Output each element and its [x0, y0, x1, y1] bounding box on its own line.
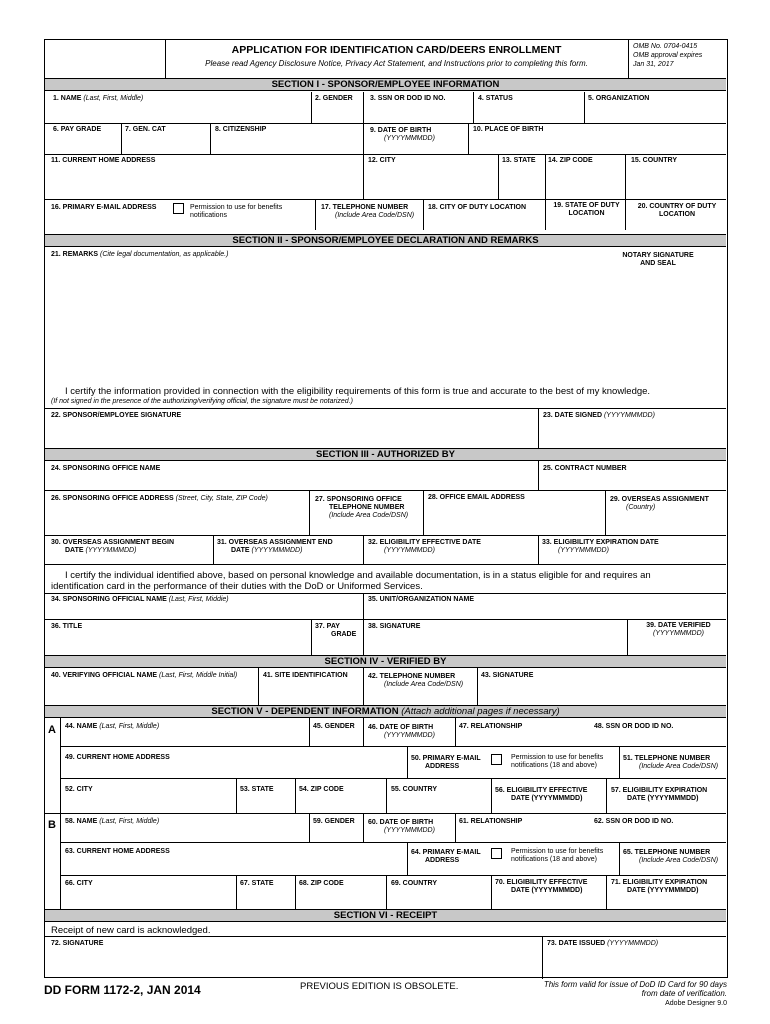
field-50-email[interactable]: 50. PRIMARY E-MAIL ADDRESS: [411, 755, 481, 770]
field-13-state[interactable]: 13. STATE: [502, 157, 536, 164]
section-5-header: SECTION V - DEPENDENT INFORMATION (Attach additional pages if necessary): [45, 705, 726, 718]
field-21-remarks[interactable]: 21. REMARKS (Cite legal documentation, as applicable.): [51, 251, 229, 258]
form-instructions: Please read Agency Disclosure Notice, Privacy Act Statement, and Instructions prior to completing this form.: [205, 59, 588, 68]
field-68-zip[interactable]: 68. ZIP CODE: [299, 880, 344, 887]
field-4-status[interactable]: 4. STATUS: [478, 95, 513, 102]
field-16-email[interactable]: 16. PRIMARY E-MAIL ADDRESS: [51, 204, 157, 211]
field-59-gender[interactable]: 59. GENDER: [313, 818, 355, 825]
field-18-duty-city[interactable]: 18. CITY OF DUTY LOCATION: [428, 204, 527, 211]
dependent-a-marker: A: [48, 724, 56, 736]
field-64-email[interactable]: 64. PRIMARY E-MAIL ADDRESS: [411, 849, 481, 864]
form-title: APPLICATION FOR IDENTIFICATION CARD/DEERS ENROLLMENT: [231, 44, 562, 56]
field-54-zip[interactable]: 54. ZIP CODE: [299, 786, 344, 793]
field-41-site-id[interactable]: 41. SITE IDENTIFICATION: [263, 672, 348, 679]
field-31-overseas-end[interactable]: 31. OVERSEAS ASSIGNMENT END DATE (YYYYMMMDD): [217, 539, 333, 554]
section-3-header: SECTION III - AUTHORIZED BY: [45, 448, 726, 461]
field-30-overseas-begin[interactable]: 30. OVERSEAS ASSIGNMENT BEGIN DATE (YYYYMMMDD): [51, 539, 175, 554]
field-24-office-name[interactable]: 24. SPONSORING OFFICE NAME: [51, 465, 161, 472]
section-1-header: SECTION I - SPONSOR/EMPLOYEE INFORMATION: [45, 78, 726, 91]
field-11-home-address[interactable]: 11. CURRENT HOME ADDRESS: [51, 157, 156, 164]
dependent-a-permission-checkbox[interactable]: [491, 754, 502, 765]
field-43-signature[interactable]: 43. SIGNATURE: [481, 672, 534, 679]
field-47-relationship[interactable]: 47. RELATIONSHIP: [459, 723, 523, 730]
field-39-date-verified[interactable]: 39. DATE VERIFIED (YYYYMMMDD): [646, 622, 711, 637]
field-26-office-address[interactable]: 26. SPONSORING OFFICE ADDRESS (Street, City, State, ZIP Code): [51, 495, 268, 502]
receipt-acknowledgement: Receipt of new card is acknowledged.: [51, 925, 211, 936]
field-63-home-address[interactable]: 63. CURRENT HOME ADDRESS: [65, 848, 170, 855]
field-3-ssn[interactable]: 3. SSN OR DOD ID NO.: [370, 95, 446, 102]
validity-notice: This form valid for issue of DoD ID Card for 90 days from date of verification.: [543, 980, 727, 998]
field-69-country[interactable]: 69. COUNTRY: [391, 880, 438, 887]
previous-edition-notice: PREVIOUS EDITION IS OBSOLETE.: [300, 981, 459, 992]
field-58-name[interactable]: 58. NAME (Last, First, Middle): [65, 818, 160, 825]
field-73-date-issued[interactable]: 73. DATE ISSUED (YYYYMMMDD): [547, 940, 659, 947]
field-2-gender[interactable]: 2. GENDER: [315, 95, 353, 102]
field-33-eligibility-expiration[interactable]: 33. ELIGIBILITY EXPIRATION DATE (YYYYMMMDD): [542, 539, 659, 554]
field-55-country[interactable]: 55. COUNTRY: [391, 786, 438, 793]
application-form: [44, 39, 728, 978]
dependent-b-permission-checkbox[interactable]: [491, 848, 502, 859]
field-51-telephone[interactable]: 51. TELEPHONE NUMBER (Include Area Code/DSN): [623, 755, 719, 770]
designer-version: Adobe Designer 9.0: [665, 1000, 727, 1007]
field-72-signature[interactable]: 72. SIGNATURE: [51, 940, 104, 947]
field-14-zip[interactable]: 14. ZIP CODE: [548, 157, 593, 164]
field-1-name[interactable]: 1. NAME (Last, First, Middle): [53, 95, 144, 102]
field-25-contract-number[interactable]: 25. CONTRACT NUMBER: [543, 465, 627, 472]
field-45-gender[interactable]: 45. GENDER: [313, 723, 355, 730]
field-53-state[interactable]: 53. STATE: [240, 786, 274, 793]
field-17-telephone[interactable]: 17. TELEPHONE NUMBER (Include Area Code/DSN): [321, 204, 415, 219]
dependent-a-permission-label: Permission to use for benefits notifications (18 and above): [511, 754, 604, 769]
field-61-relationship[interactable]: 61. RELATIONSHIP: [459, 818, 523, 825]
field-5-organization[interactable]: 5. ORGANIZATION: [588, 95, 650, 102]
field-6-pay-grade[interactable]: 6. PAY GRADE: [53, 126, 102, 133]
field-71-eligibility-expiration[interactable]: 71. ELIGIBILITY EXPIRATION DATE (YYYYMMMDD): [611, 879, 708, 894]
field-32-eligibility-effective[interactable]: 32. ELIGIBILITY EFFECTIVE DATE (YYYYMMMDD): [368, 539, 481, 554]
field-22-sponsor-signature[interactable]: 22. SPONSOR/EMPLOYEE SIGNATURE: [51, 412, 182, 419]
section-2-header: SECTION II - SPONSOR/EMPLOYEE DECLARATION AND REMARKS: [45, 234, 726, 247]
field-28-office-email[interactable]: 28. OFFICE EMAIL ADDRESS: [428, 494, 525, 501]
sponsor-certification: I certify the information provided in connection with the eligibility requirements of this form is true and accurate to the best of my knowledge.: [65, 386, 651, 397]
field-62-ssn[interactable]: 62. SSN OR DOD ID NO.: [594, 818, 674, 825]
field-12-city[interactable]: 12. CITY: [368, 157, 396, 164]
dependent-b-permission-label: Permission to use for benefits notifications (18 and above): [511, 848, 604, 863]
field-57-eligibility-expiration[interactable]: 57. ELIGIBILITY EXPIRATION DATE (YYYYMMMDD): [611, 787, 708, 802]
field-29-overseas-country[interactable]: 29. OVERSEAS ASSIGNMENT (Country): [610, 496, 709, 511]
notary-signature-label: NOTARY SIGNATURE AND SEAL: [622, 252, 694, 267]
field-56-eligibility-effective[interactable]: 56. ELIGIBILITY EFFECTIVE DATE (YYYYMMMDD): [495, 787, 588, 802]
field-67-state[interactable]: 67. STATE: [240, 880, 274, 887]
benefits-permission-label: Permission to use for benefits notifications: [190, 204, 283, 219]
section-6-header: SECTION VI - RECEIPT: [45, 909, 726, 922]
section-4-header: SECTION IV - VERIFIED BY: [45, 655, 726, 668]
dependent-b-marker: B: [48, 819, 56, 831]
field-35-unit-name[interactable]: 35. UNIT/ORGANIZATION NAME: [368, 596, 475, 603]
field-9-dob[interactable]: 9. DATE OF BIRTH (YYYYMMMDD): [370, 127, 435, 142]
field-37-pay-grade[interactable]: 37. PAY GRADE: [315, 623, 357, 638]
field-15-country[interactable]: 15. COUNTRY: [631, 157, 678, 164]
field-34-official-name[interactable]: 34. SPONSORING OFFICIAL NAME (Last, First, Middie): [51, 596, 229, 603]
field-23-date-signed[interactable]: 23. DATE SIGNED (YYYYMMMDD): [543, 412, 655, 419]
form-number: DD FORM 1172-2, JAN 2014: [44, 983, 201, 997]
field-70-eligibility-effective[interactable]: 70. ELIGIBILITY EFFECTIVE DATE (YYYYMMMDD): [495, 879, 588, 894]
omb-date: Jan 31, 2017: [633, 61, 674, 68]
omb-approval: OMB approval expires: [633, 52, 703, 59]
field-46-dob[interactable]: 46. DATE OF BIRTH (YYYYMMMDD): [368, 724, 435, 739]
notarization-note: (If not signed in the presence of the authorizing/verifying official, the signature must be notarized.): [51, 398, 353, 405]
field-40-verifying-official[interactable]: 40. VERIFYING OFFICIAL NAME (Last, First, Middle Initial): [51, 672, 238, 679]
field-44-name[interactable]: 44. NAME (Last, First, Middle): [65, 723, 160, 730]
field-65-telephone[interactable]: 65. TELEPHONE NUMBER (Include Area Code/DSN): [623, 849, 719, 864]
field-49-home-address[interactable]: 49. CURRENT HOME ADDRESS: [65, 754, 170, 761]
field-19-duty-state[interactable]: 19. STATE OF DUTY LOCATION: [553, 202, 620, 217]
field-8-citizenship[interactable]: 8. CITIZENSHIP: [215, 126, 267, 133]
field-42-telephone[interactable]: 42. TELEPHONE NUMBER (Include Area Code/DSN): [368, 673, 464, 688]
field-48-ssn[interactable]: 48. SSN OR DOD ID NO.: [594, 723, 674, 730]
benefits-permission-checkbox[interactable]: [173, 203, 184, 214]
field-52-city[interactable]: 52. CITY: [65, 786, 93, 793]
field-7-gen-cat[interactable]: 7. GEN. CAT: [125, 126, 166, 133]
official-certification: I certify the individual identified above, based on personal knowledge and available documentation, is in a status eligible for and requires an identification card in the performance of their duties with the DoD or Uniformed Services.: [51, 570, 651, 592]
field-20-duty-country[interactable]: 20. COUNTRY OF DUTY LOCATION: [637, 203, 717, 218]
field-60-dob[interactable]: 60. DATE OF BIRTH (YYYYMMMDD): [368, 819, 435, 834]
field-27-office-telephone[interactable]: 27. SPONSORING OFFICE TELEPHONE NUMBER (Include Area Code/DSN): [315, 496, 409, 519]
field-10-place-of-birth[interactable]: 10. PLACE OF BIRTH: [473, 126, 544, 133]
field-36-title[interactable]: 36. TITLE: [51, 623, 83, 630]
field-38-signature[interactable]: 38. SIGNATURE: [368, 623, 421, 630]
field-66-city[interactable]: 66. CITY: [65, 880, 93, 887]
omb-number: OMB No. 0704-0415: [633, 43, 698, 50]
